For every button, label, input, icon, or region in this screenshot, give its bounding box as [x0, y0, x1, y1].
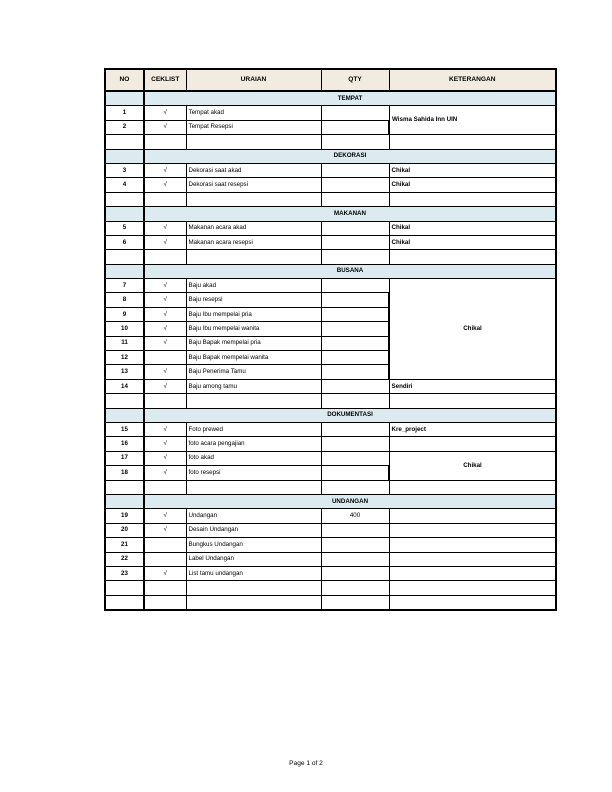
section-row-makanan	[105, 207, 556, 221]
row-no: 3	[105, 163, 144, 177]
row-uraian: Tempat Resepsi	[186, 120, 321, 134]
section-title: DEKORASI	[144, 149, 556, 163]
table-row	[105, 106, 556, 120]
row-keterangan	[389, 566, 556, 580]
section-row-dekorasi	[105, 149, 556, 163]
row-check: √	[144, 336, 186, 350]
row-no: 5	[105, 221, 144, 235]
row-uraian: foto resepsi	[186, 466, 321, 480]
row-qty	[321, 451, 389, 465]
row-check: √	[144, 422, 186, 436]
row-uraian: foto akad	[186, 451, 321, 465]
page-number: Page 1 of 2	[289, 760, 323, 767]
table-row	[105, 178, 556, 192]
table-row	[105, 451, 556, 465]
row-check: √	[144, 293, 186, 307]
table-row	[105, 538, 556, 552]
row-uraian: Baju Ibu mempelai pria	[186, 307, 321, 321]
row-keterangan	[389, 552, 556, 566]
row-uraian: Dekorasi saat resepsi	[186, 178, 321, 192]
row-keterangan: Chikal	[389, 279, 556, 380]
row-uraian: Baju Bapak mempelai pria	[186, 336, 321, 350]
row-qty	[321, 279, 389, 293]
section-title: MAKANAN	[144, 207, 556, 221]
row-no: 6	[105, 235, 144, 249]
row-keterangan: Chikal	[389, 451, 556, 480]
row-qty	[321, 178, 389, 192]
row-qty	[321, 336, 389, 350]
row-no: 21	[105, 538, 144, 552]
row-uraian: Desain Undangan	[186, 523, 321, 537]
table-row	[105, 437, 556, 451]
row-check: √	[144, 120, 186, 134]
section-title: BUSANA	[144, 264, 556, 278]
row-no: 4	[105, 178, 144, 192]
table-row	[105, 163, 556, 177]
row-check: √	[144, 178, 186, 192]
row-qty	[321, 221, 389, 235]
blank-row	[105, 250, 556, 264]
row-no: 7	[105, 279, 144, 293]
row-check: √	[144, 451, 186, 465]
row-check: √	[144, 509, 186, 523]
row-qty	[321, 120, 389, 134]
row-check	[144, 351, 186, 365]
blank-row	[105, 581, 556, 595]
row-uraian: Baju Penerima Tamu	[186, 365, 321, 379]
row-uraian: Tempat akad	[186, 106, 321, 120]
row-check: √	[144, 279, 186, 293]
row-uraian: foto acara pengajian	[186, 437, 321, 451]
row-keterangan	[389, 437, 556, 451]
table-row	[105, 509, 556, 523]
row-uraian: Dekorasi saat akad	[186, 163, 321, 177]
row-no: 18	[105, 466, 144, 480]
row-check: √	[144, 322, 186, 336]
row-qty	[321, 437, 389, 451]
row-qty	[321, 552, 389, 566]
row-keterangan: Chikal	[389, 178, 556, 192]
header-uraian: URAIAN	[186, 69, 321, 91]
section-row-busana	[105, 264, 556, 278]
row-keterangan: Sendiri	[389, 379, 556, 393]
blank-row	[105, 595, 556, 610]
row-no: 11	[105, 336, 144, 350]
row-qty	[321, 466, 389, 480]
section-title: DOKUMENTASI	[144, 408, 556, 422]
row-keterangan	[389, 538, 556, 552]
row-keterangan	[389, 523, 556, 537]
row-qty	[321, 351, 389, 365]
row-check	[144, 538, 186, 552]
row-no: 17	[105, 451, 144, 465]
row-no: 13	[105, 365, 144, 379]
row-qty: 400	[321, 509, 389, 523]
table-row	[105, 379, 556, 393]
row-check: √	[144, 566, 186, 580]
row-no: 8	[105, 293, 144, 307]
row-keterangan: Chikal	[389, 221, 556, 235]
table-row	[105, 279, 556, 293]
row-no: 22	[105, 552, 144, 566]
section-row-undangan	[105, 494, 556, 508]
table-row	[105, 221, 556, 235]
row-qty	[321, 538, 389, 552]
row-keterangan: Chikal	[389, 163, 556, 177]
row-check	[144, 552, 186, 566]
row-check: √	[144, 466, 186, 480]
header-row	[105, 69, 556, 91]
section-title: TEMPAT	[144, 91, 556, 106]
blank-row	[105, 135, 556, 149]
header-no: NO	[105, 69, 144, 91]
row-qty	[321, 379, 389, 393]
table-row	[105, 566, 556, 580]
row-no: 14	[105, 379, 144, 393]
row-no: 23	[105, 566, 144, 580]
row-check: √	[144, 307, 186, 321]
row-no: 19	[105, 509, 144, 523]
row-keterangan: Kre_project	[389, 422, 556, 436]
row-no: 15	[105, 422, 144, 436]
row-uraian: Undangan	[186, 509, 321, 523]
row-uraian: Baju resepsi	[186, 293, 321, 307]
blank-row	[105, 480, 556, 494]
row-check: √	[144, 221, 186, 235]
row-qty	[321, 106, 389, 120]
row-check: √	[144, 235, 186, 249]
table-row	[105, 235, 556, 249]
row-no: 16	[105, 437, 144, 451]
row-check: √	[144, 523, 186, 537]
row-check: √	[144, 365, 186, 379]
row-uraian: Foto prewed	[186, 422, 321, 436]
row-no: 2	[105, 120, 144, 134]
row-uraian: Makanan acara akad	[186, 221, 321, 235]
row-uraian: Makanan acara resepsi	[186, 235, 321, 249]
row-qty	[321, 293, 389, 307]
row-keterangan: Wisma Sahida Inn UIN	[389, 106, 556, 135]
row-no: 9	[105, 307, 144, 321]
row-uraian: Bungkus Undangan	[186, 538, 321, 552]
section-row-dokumentasi	[105, 408, 556, 422]
row-keterangan	[389, 509, 556, 523]
row-no: 10	[105, 322, 144, 336]
table-row	[105, 523, 556, 537]
table-row	[105, 422, 556, 436]
table-row	[105, 552, 556, 566]
blank-row	[105, 192, 556, 206]
row-uraian: Baju Bapak mempelai wanita	[186, 351, 321, 365]
row-uraian: List tamu undangan	[186, 566, 321, 580]
section-row-tempat	[105, 91, 556, 106]
row-uraian: Baju among tamu	[186, 379, 321, 393]
header-qty: QTY	[321, 69, 389, 91]
row-qty	[321, 365, 389, 379]
header-ceklist: CEKLIST	[144, 69, 186, 91]
row-qty	[321, 566, 389, 580]
row-check: √	[144, 106, 186, 120]
row-uraian: Baju akad	[186, 279, 321, 293]
row-uraian: Label Undangan	[186, 552, 321, 566]
header-keterangan: KETERANGAN	[389, 69, 556, 91]
row-check: √	[144, 437, 186, 451]
section-title: UNDANGAN	[144, 494, 556, 508]
row-check: √	[144, 379, 186, 393]
blank-row	[105, 394, 556, 408]
row-qty	[321, 307, 389, 321]
row-qty	[321, 235, 389, 249]
row-uraian: Baju Ibu mempelai wanita	[186, 322, 321, 336]
row-check: √	[144, 163, 186, 177]
row-qty	[321, 163, 389, 177]
row-qty	[321, 322, 389, 336]
checklist-table	[104, 68, 557, 611]
row-no: 12	[105, 351, 144, 365]
row-qty	[321, 523, 389, 537]
row-no: 20	[105, 523, 144, 537]
row-qty	[321, 422, 389, 436]
row-no: 1	[105, 106, 144, 120]
row-keterangan: Chikal	[389, 235, 556, 249]
